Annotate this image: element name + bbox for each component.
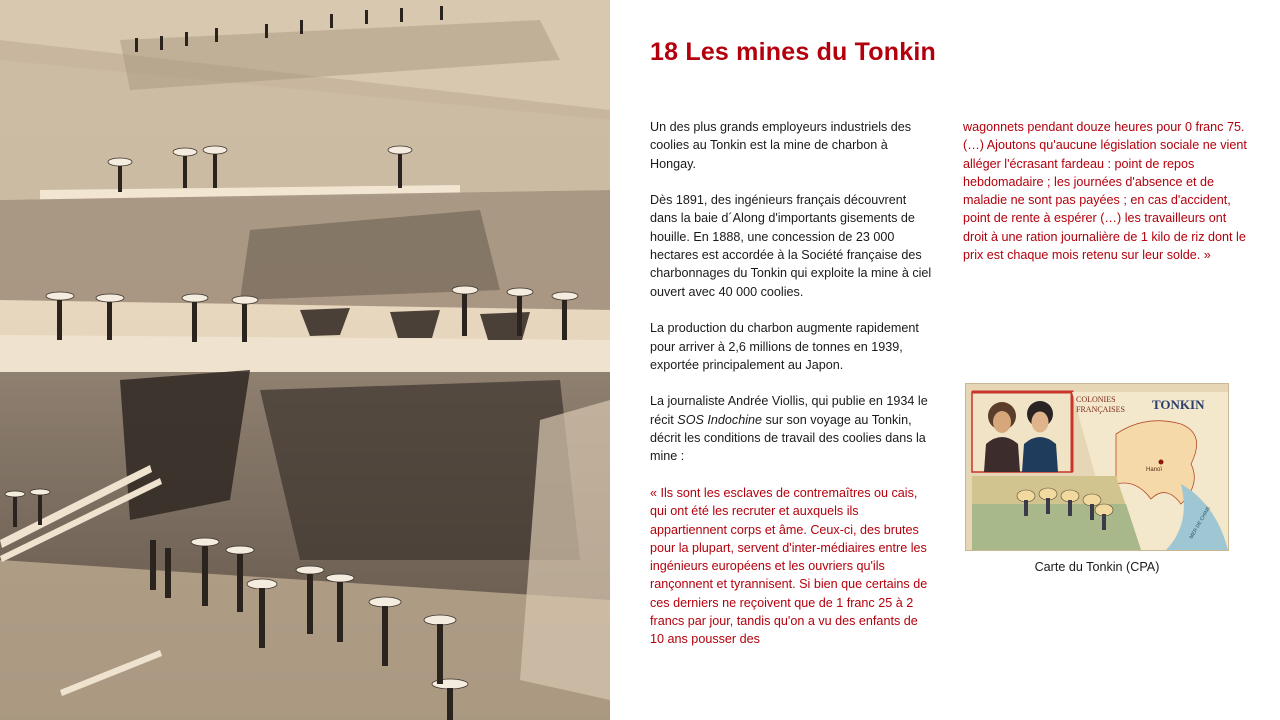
journalist-text-before: La journaliste Andrée Viollis, qui publie en 1934 le récit — [650, 394, 928, 427]
postcard-header-line2: FRANÇAISES — [1076, 405, 1125, 414]
quote-part-1: « Ils sont les esclaves de contremaîtres ou cais, qui ont été les recruter et auxquels ils appartiennent corps et âme. Ceux-ci, des brutes pour la plupart, servent d'inter-médiaires entre les ingénieurs européens et les ouvriers qu'ils rançonnent et tyrannisent. Si bien que certains de ces derniers ne reçoivent que de 1 franc 25 à 2 francs par jour, tandis qu'on a vu des enfants de 10 ans pousser des — [650, 485, 928, 647]
quote-part-2: wagonnets pendant douze heures pour 0 franc 75. (…) Ajoutons qu'aucune législation sociale ne vient alléger l'écrasant fardeau : point de repos hebdomadaire ; les journées d'absence et de maladie ne sont pas payées ; en cas d'accident, point de rente à espérer (…) les travailleurs ont droit à une ration journalière de 1 kilo de riz dont le prix est chaque mois retenu sur leur solde. » — [963, 120, 1247, 263]
tonkin-postcard — [966, 384, 1228, 550]
journalist-text-after: sur son voyage au Tonkin, décrit les conditions de travail des coolies dans la mine : — [650, 412, 926, 464]
paragraph-journalist — [650, 392, 935, 465]
paragraph-production: La production du charbon augmente rapidement pour arriver à 2,6 millions de tonnes en 1939, exportée principalement au Japon. — [650, 321, 919, 372]
postcard-sea-label: MER DE CHINE — [1188, 505, 1212, 540]
page-title: 18 Les mines du Tonkin — [650, 38, 936, 66]
mine-photo-illustration — [0, 0, 610, 720]
paragraph-intro: Un des plus grands employeurs industriels des coolies au Tonkin est la mine de charbon à Hongay. — [650, 120, 912, 171]
postcard-city: Hanoï — [1146, 467, 1163, 473]
postcard-header-name: TONKIN — [1152, 397, 1205, 412]
postcard-caption: Carte du Tonkin (CPA) — [1034, 560, 1160, 574]
book-title: SOS Indochine — [677, 412, 763, 427]
mine-photo — [0, 0, 610, 720]
postcard-header-line1: COLONIES — [1076, 395, 1116, 404]
text-column-right — [963, 118, 1248, 283]
paragraph-history: Dès 1891, des ingénieurs français découvrent dans la baie d´Along d'importants gisements de houille. En 1888, une concession de 23 000 hectares est accordée à la Société française des charbonnages du Tonkin qui exploite la mine à ciel ouvert avec 40 000 coolies. — [650, 193, 932, 299]
postcard-illustration — [966, 384, 1228, 550]
text-column-left — [650, 118, 935, 667]
